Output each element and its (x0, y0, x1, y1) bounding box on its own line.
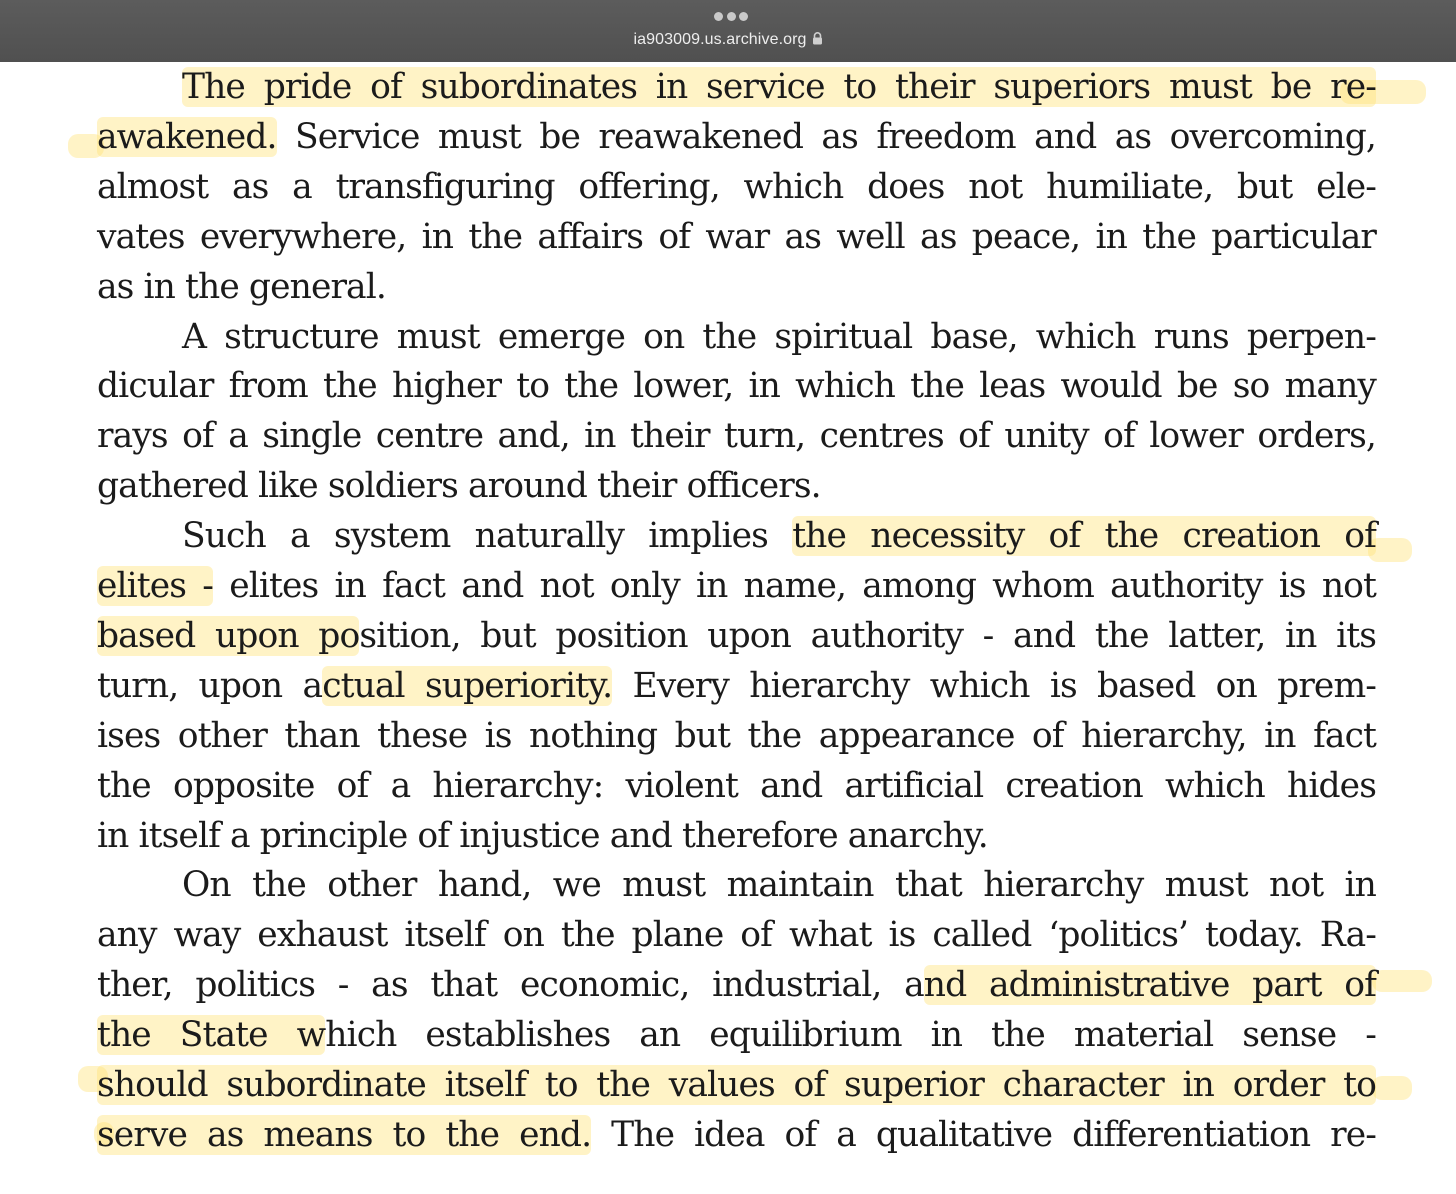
text-line (97, 411, 1376, 461)
highlighted-text: the necessity of the creation of (792, 516, 1376, 557)
text-segment: Every hierarchy which is based on prem- (612, 665, 1377, 706)
highlighted-text: nd administrative part of (923, 965, 1376, 1006)
text-line (97, 461, 1376, 511)
text-line (97, 960, 1376, 1010)
text-line (182, 62, 1376, 112)
text-line (97, 661, 1376, 711)
highlight-mark (1372, 1076, 1412, 1100)
dot (727, 12, 736, 21)
text-segment: ises other than these is nothing but the appearance of hierarchy, in fact (97, 715, 1376, 756)
text-line (97, 761, 1376, 811)
highlighted-text: awakened. (97, 116, 277, 157)
text-line (97, 361, 1376, 411)
text-segment: almost as a transfiguring offering, which does not humiliate, but ele- (97, 166, 1376, 207)
text-line (97, 1060, 1376, 1110)
highlighted-text: based upon po (97, 615, 360, 656)
text-segment: The idea of a qualitative differentiation re- (591, 1114, 1376, 1155)
text-segment: A structure must emerge on the spiritual base, which runs perpen- (182, 316, 1376, 357)
text-line (97, 162, 1376, 212)
text-line (97, 262, 1376, 312)
text-segment: elites in fact and not only in name, among whom authority is not (213, 566, 1376, 606)
lock-icon (812, 32, 823, 50)
text-line (97, 811, 1376, 861)
text-line (97, 212, 1376, 262)
text-segment: any way exhaust itself on the plane of what is called ‘politics’ today. Ra- (97, 915, 1376, 956)
text-segment: Such a system naturally implies (182, 516, 793, 557)
highlighted-text: serve as means to the end. (97, 1114, 592, 1155)
document-page[interactable] (0, 62, 1456, 1194)
text-segment: Service must be reawakened as freedom and as overcoming, (276, 116, 1376, 157)
text-segment: On the other hand, we must maintain that hierarchy must not in (182, 865, 1376, 906)
text-segment: gathered like soldiers around their officers. (97, 466, 821, 507)
text-line (97, 1010, 1376, 1060)
text-segment: rays of a single centre and, in their turn, centres of unity of lower orders, (97, 416, 1376, 457)
text-line (182, 511, 1376, 561)
text-segment: as in the general. (97, 266, 386, 307)
text-segment: sition, but position upon authority - and the latter, in its (359, 615, 1377, 656)
highlighted-text: should subordinate itself to the values of superior character in order to (97, 1065, 1376, 1105)
url-text: ia903009.us.archive.org (633, 31, 807, 48)
text-line (97, 112, 1376, 162)
highlighted-text: the State w (97, 1015, 326, 1056)
text-line (97, 611, 1376, 661)
text-segment: ther, politics - as that economic, industrial, a (97, 965, 924, 1006)
browser-toolbar (0, 0, 1456, 62)
text-line (182, 860, 1376, 910)
highlighted-text: The pride of subordinates in service to their superiors must be re- (182, 67, 1376, 107)
text-line (97, 711, 1376, 761)
text-line (97, 1110, 1376, 1160)
text-segment: turn, upon a (97, 665, 323, 706)
highlighted-text: elites - (97, 566, 214, 606)
text-segment: dicular from the higher to the lower, in which the leas would be so many (97, 366, 1376, 407)
highlight-mark (1372, 970, 1432, 992)
dot (714, 12, 723, 21)
more-dots-icon[interactable] (714, 12, 748, 22)
text-line (97, 561, 1376, 611)
text-line (182, 312, 1376, 362)
highlighted-text: ctual superiority. (322, 665, 613, 706)
text-segment: hich establishes an equilibrium in the material sense - (325, 1015, 1376, 1056)
address-bar[interactable] (0, 31, 1456, 50)
text-segment: the opposite of a hierarchy: violent and artificial creation which hides (97, 765, 1376, 806)
dot (739, 12, 748, 21)
text-line (97, 910, 1376, 960)
text-segment: vates everywhere, in the affairs of war as well as peace, in the particular (97, 216, 1376, 257)
text-segment: in itself a principle of injustice and therefore anarchy. (97, 815, 988, 856)
